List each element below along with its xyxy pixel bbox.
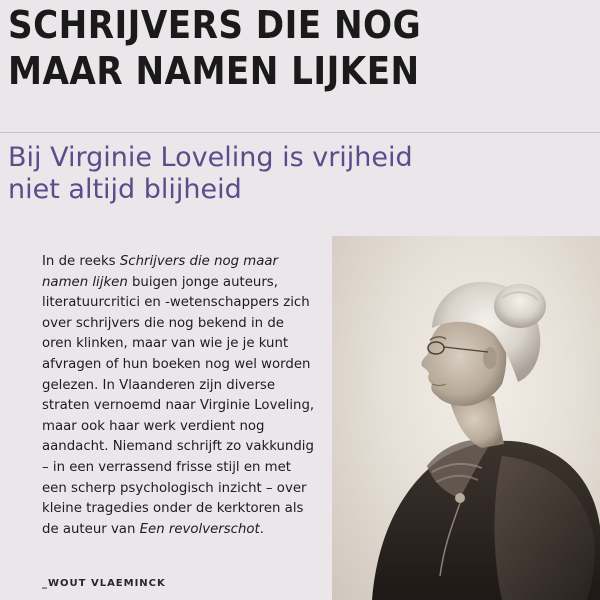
- intro-line: [42, 252, 342, 273]
- intro-line: [42, 293, 342, 314]
- intro-line-segment: literatuurcritici en -wetenschappers zich: [42, 295, 310, 311]
- intro-line-segment: – in een verrassend frisse stijl en met: [42, 459, 292, 475]
- intro-line-segment: de auteur van: [42, 521, 140, 537]
- intro-line: [42, 396, 342, 417]
- intro-line: [42, 479, 342, 500]
- intro-line: [42, 417, 342, 438]
- intro-line: [42, 376, 342, 397]
- intro-line: [42, 314, 342, 335]
- intro-line-segment: straten vernoemd naar Virginie Loveling,: [42, 398, 315, 414]
- intro-line: [42, 437, 342, 458]
- header-divider: [0, 132, 600, 133]
- intro-line: [42, 499, 342, 520]
- portrait-illustration: [332, 236, 600, 600]
- intro-line-italic-segment: namen lijken: [42, 274, 128, 290]
- intro-line-segment: kleine tragedies onder de kerktoren als: [42, 501, 304, 517]
- intro-line-segment: een scherp psychologisch inzicht – over: [42, 480, 307, 496]
- series-headline: [8, 2, 539, 94]
- article-subtitle-line-1: Bij Virginie Loveling is vrijheid: [8, 142, 413, 173]
- series-headline-line-1: SCHRIJVERS DIE NOG: [8, 3, 422, 47]
- author-portrait-photo: [332, 236, 600, 600]
- intro-line-segment: .: [259, 521, 264, 537]
- article-subtitle-line-2: niet altijd blijheid: [8, 174, 242, 205]
- intro-line-segment: gelezen. In Vlaanderen zijn diverse: [42, 377, 276, 393]
- intro-line: [42, 458, 342, 479]
- series-headline-line-2: MAAR NAMEN LIJKEN: [8, 49, 420, 93]
- intro-line: [42, 355, 342, 376]
- intro-line-italic-segment: Een revolverschot: [139, 521, 260, 537]
- article-subtitle: [8, 142, 568, 206]
- intro-line-segment: oren klinken, maar van wie je je kunt: [42, 336, 289, 352]
- intro-line-segment: aandacht. Niemand schrijft zo vakkundig: [42, 439, 314, 455]
- intro-line: [42, 520, 342, 541]
- intro-line-segment: afvragen of hun boeken nog wel worden: [42, 356, 311, 372]
- intro-line-segment: In de reeks: [42, 254, 120, 269]
- intro-line-segment: maar ook haar werk verdient nog: [42, 418, 265, 434]
- intro-line: [42, 334, 342, 355]
- intro-line-segment: over schrijvers die nog bekend in de: [42, 315, 284, 331]
- intro-line-segment: buigen jonge auteurs,: [127, 274, 278, 290]
- intro-line: [42, 273, 342, 294]
- intro-line-italic-segment: Schrijvers die nog maar: [119, 254, 279, 269]
- article-intro: [42, 252, 342, 540]
- author-byline: _WOUT VLAEMINCK: [42, 578, 166, 589]
